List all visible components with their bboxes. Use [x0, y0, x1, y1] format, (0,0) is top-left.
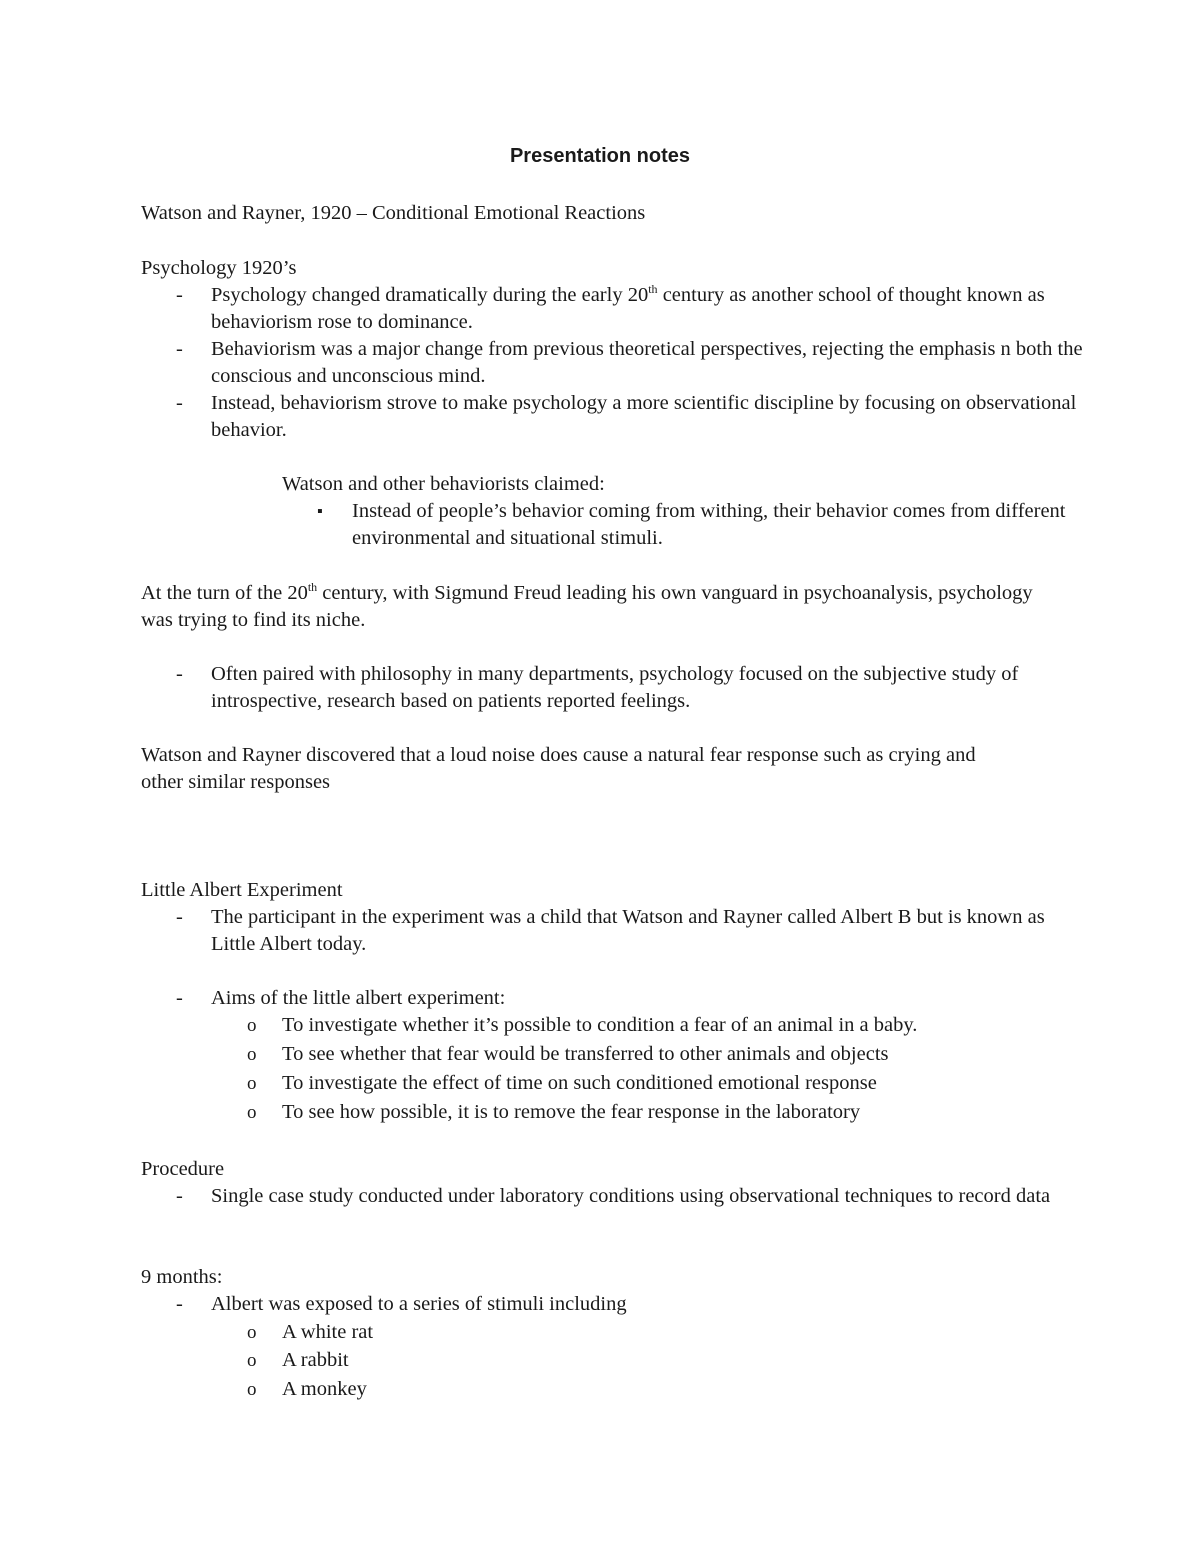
bullet-dash-marker: - — [176, 663, 183, 685]
list-item-participant: The participant in the experiment was a child that Watson and Rayner called Albert B but is known as Little Albert today. — [211, 906, 1045, 955]
bullet-dash-marker: - — [176, 392, 183, 414]
aim-item: To investigate whether it’s possible to condition a fear of an animal in a baby. — [282, 1014, 918, 1036]
paragraph-discovery: Watson and Rayner discovered that a loud noise does cause a natural fear response such as crying and other similar responses — [141, 744, 976, 793]
bullet-dash-marker: - — [176, 284, 183, 306]
list-item-claim: Instead of people’s behavior coming from withing, their behavior comes from different environmental and situational stimuli. — [352, 500, 1066, 549]
section-heading-procedure: Procedure — [141, 1158, 225, 1180]
list-item-behaviorism-scientific: Instead, behaviorism strove to make psychology a more scientific discipline by focusing on observational behavior. — [211, 392, 1077, 441]
section-heading-little-albert: Little Albert Experiment — [141, 879, 343, 901]
section-heading-psychology: Psychology 1920’s — [141, 257, 297, 279]
aim-item: To see whether that fear would be transferred to other animals and objects — [282, 1043, 889, 1065]
page-title: Presentation notes — [509, 145, 691, 167]
aim-item: To investigate the effect of time on such conditioned emotional response — [282, 1072, 877, 1094]
bullet-circle-marker: o — [247, 1322, 257, 1343]
bullet-square-marker: ▪ — [317, 503, 323, 520]
aim-item: To see how possible, it is to remove the fear response in the laboratory — [282, 1101, 861, 1123]
claim-heading: Watson and other behaviorists claimed: — [282, 473, 605, 495]
bullet-circle-marker: o — [247, 1102, 257, 1123]
bullet-circle-marker: o — [247, 1350, 257, 1371]
superscript-th: th — [307, 580, 318, 595]
section-heading-9-months: 9 months: — [141, 1266, 223, 1288]
bullet-dash-marker: - — [176, 1293, 183, 1315]
bullet-dash-marker: - — [176, 1185, 183, 1207]
bullet-circle-marker: o — [247, 1073, 257, 1094]
list-item-aims: Aims of the little albert experiment: — [211, 987, 506, 1009]
list-item-stimuli-intro: Albert was exposed to a series of stimuli including — [211, 1293, 627, 1315]
superscript-th: th — [648, 282, 658, 297]
stimulus-item: A rabbit — [282, 1349, 349, 1371]
subtitle: Watson and Rayner, 1920 – Conditional Emotional Reactions — [141, 202, 646, 224]
stimulus-item: A monkey — [282, 1378, 367, 1400]
paragraph-turn-of-century: At the turn of the 20th century, with Sigmund Freud leading his own vanguard in psychoanalysis, psychology was trying to find its niche. — [141, 580, 1033, 631]
bullet-circle-marker: o — [247, 1044, 257, 1065]
bullet-circle-marker: o — [247, 1015, 257, 1036]
list-item-procedure: Single case study conducted under laboratory conditions using observational techniques to record data — [211, 1185, 1051, 1207]
bullet-dash-marker: - — [176, 987, 183, 1009]
bullet-circle-marker: o — [247, 1379, 257, 1400]
stimulus-item: A white rat — [282, 1321, 374, 1343]
bullet-dash-marker: - — [176, 906, 183, 928]
list-item-behaviorism-change: Behaviorism was a major change from previous theoretical perspectives, rejecting the emphasis n both the conscious and unconscious mind. — [211, 338, 1083, 387]
list-item-psychology-changed: Psychology changed dramatically during the early 20th century as another school of thought known as behaviorism rose to dominance. — [211, 282, 1045, 333]
bullet-dash-marker: - — [176, 338, 183, 360]
list-item-philosophy: Often paired with philosophy in many departments, psychology focused on the subjective study of introspective, research based on patients reported feelings. — [211, 663, 1019, 712]
